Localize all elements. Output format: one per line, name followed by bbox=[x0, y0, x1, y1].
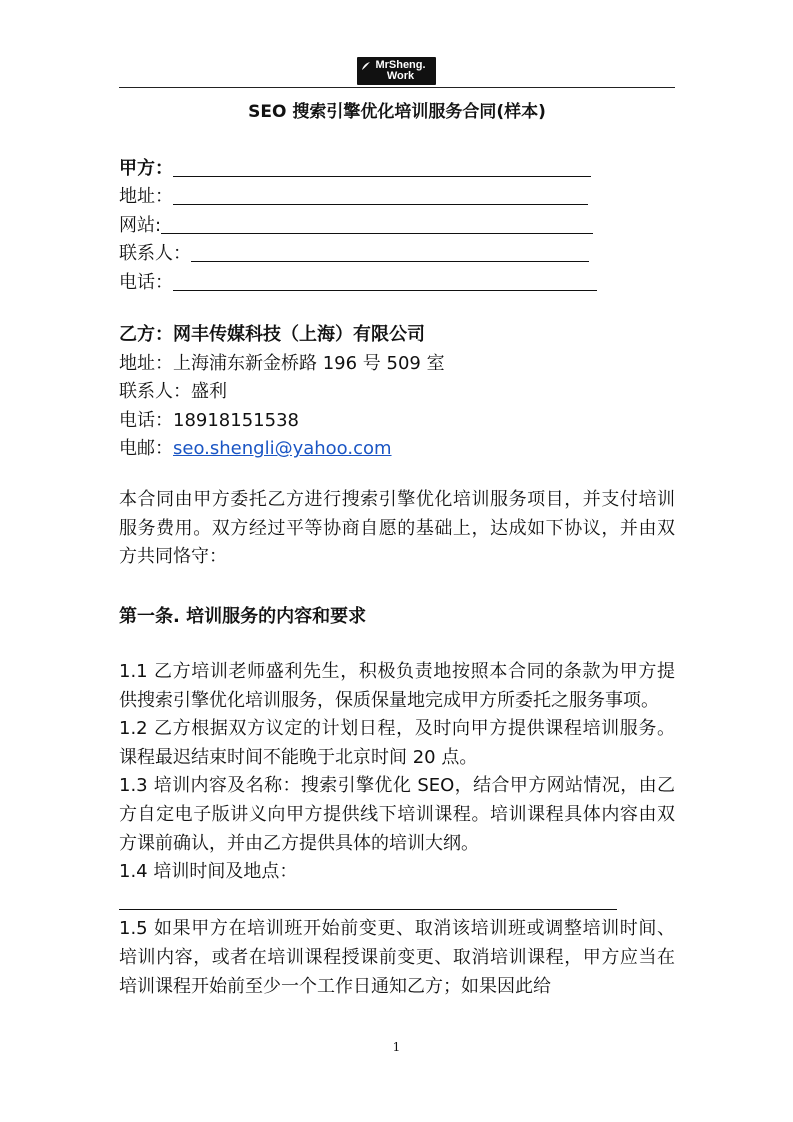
party-a-website-line bbox=[119, 209, 679, 238]
logo-line1: MrSheng. bbox=[375, 59, 426, 71]
document-title: SEO 搜索引擎优化培训服务合同(样本) bbox=[248, 102, 546, 122]
party-a-address-blank bbox=[173, 186, 588, 205]
party-a-phone-line bbox=[119, 266, 679, 295]
clause-1-3: 1.3 培训内容及名称：搜索引擎优化 SEO，结合甲方网站情况，由乙方自定电子版讲义向甲方提供线下培训课程。培训课程具体内容由双方课前确认，并由乙方提供具体的培训大纲。 bbox=[119, 775, 675, 854]
party-b-contact: 联系人：盛利 bbox=[119, 381, 227, 403]
section-1-title: 第一条. 培训服务的内容和要求 bbox=[119, 606, 367, 627]
logo-text bbox=[367, 60, 425, 82]
clause-1-4: 1.4 培训时间及地点： bbox=[119, 861, 298, 883]
party-a-name-line bbox=[119, 152, 679, 181]
clause-1-4-blank-rule bbox=[119, 909, 617, 910]
brand-logo bbox=[357, 57, 436, 85]
party-b-email-line bbox=[119, 435, 679, 464]
header-rule bbox=[119, 87, 675, 88]
clause-1-5: 1.5 如果甲方在培训班开始前变更、取消该培训班或调整培训时间、培训内容，或者在培训课程授课前变更、取消培训课程，甲方应当在培训课程开始前至少一个工作日通知乙方；如果因此给 bbox=[119, 918, 675, 997]
party-a-website-label: 网站: bbox=[119, 214, 162, 236]
party-a-phone-blank bbox=[173, 272, 597, 291]
feather-icon bbox=[361, 61, 371, 71]
party-a-phone-label: 电话： bbox=[119, 271, 173, 293]
party-b-address: 地址：上海浦东新金桥路 196 号 509 室 bbox=[119, 352, 445, 374]
party-b-block bbox=[119, 321, 679, 464]
party-a-website-blank bbox=[161, 215, 593, 234]
intro-paragraph: 本合同由甲方委托乙方进行搜索引擎优化培训服务项目，并支付培训服务费用。双方经过平等协商自愿的基础上，达成如下协议，并由双方共同恪守： bbox=[119, 489, 675, 568]
clause-1-2: 1.2 乙方根据双方议定的计划日程，及时向甲方提供课程培训服务。课程最迟结束时间不能晚于北京时间 20 点。 bbox=[119, 718, 675, 768]
party-a-contact-line bbox=[119, 238, 679, 267]
page-number: 1 bbox=[392, 1040, 401, 1054]
party-b-email-label: 电邮： bbox=[119, 438, 173, 460]
party-a-contact-blank bbox=[191, 243, 589, 262]
party-a-address-line bbox=[119, 181, 679, 210]
party-a-block bbox=[119, 152, 679, 295]
party-b-email-link[interactable]: seo.shengli@yahoo.com bbox=[173, 438, 392, 460]
clause-1-4-blank bbox=[119, 887, 675, 916]
section-1-items bbox=[119, 658, 675, 1001]
logo-line2: Work bbox=[386, 70, 415, 82]
clause-1-1: 1.1 乙方培训老师盛利先生，积极负责地按照本合同的条款为甲方提供搜索引擎优化培训服务，保质保量地完成甲方所委托之服务事项。 bbox=[119, 661, 675, 711]
party-b-phone: 电话：18918151538 bbox=[119, 409, 299, 431]
party-b-name: 乙方：网丰传媒科技（上海）有限公司 bbox=[119, 324, 425, 345]
party-a-name-label: 甲方： bbox=[119, 157, 173, 179]
party-a-contact-label: 联系人： bbox=[119, 243, 191, 265]
party-a-address-label: 地址： bbox=[119, 186, 173, 208]
party-a-name-blank bbox=[173, 158, 591, 177]
